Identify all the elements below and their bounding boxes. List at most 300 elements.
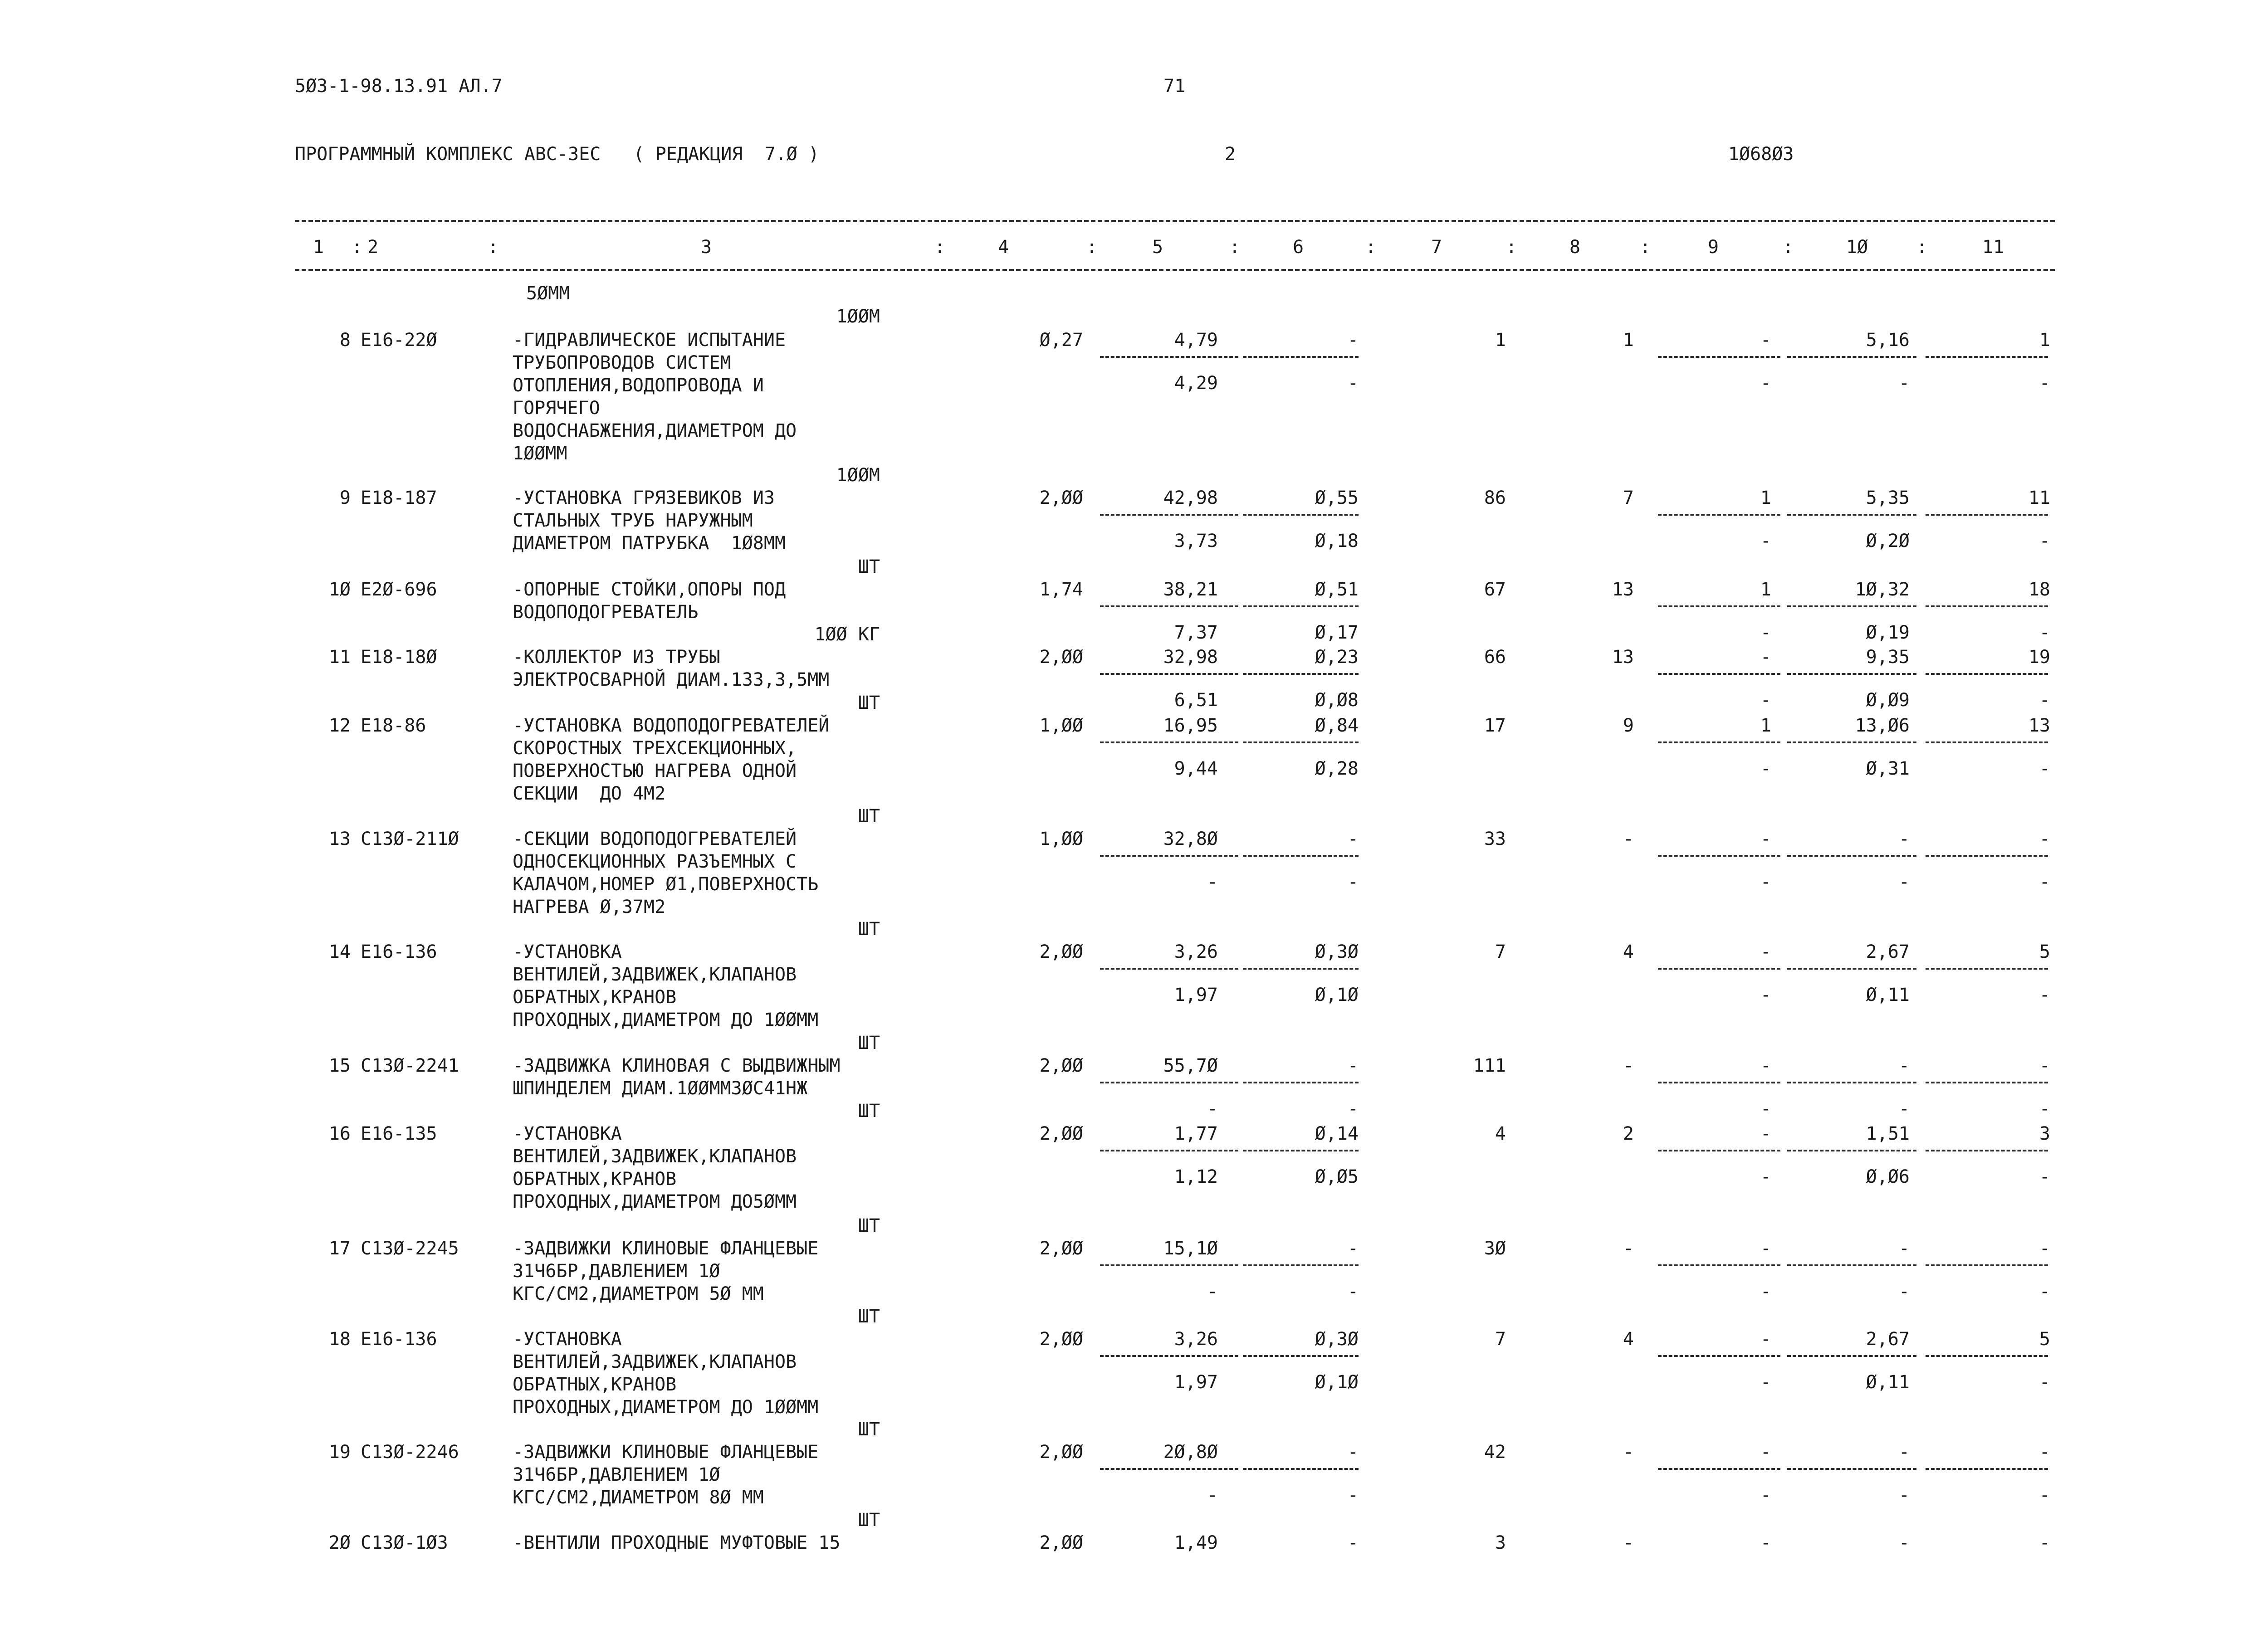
cell-c9: - (1760, 1055, 1771, 1076)
cell-c11-lower: - (2039, 758, 2050, 779)
cell-divider (1100, 1264, 1238, 1266)
cell-c11-lower: - (2039, 622, 2050, 643)
row-description: -УСТАНОВКА ВОДОПОДОГРЕВАТЕЛЕЙ (513, 715, 830, 736)
row-description: -ЗАДВИЖКИ КЛИНОВЫЕ ФЛАНЦЕВЫЕ (513, 1238, 819, 1259)
column-header: 8 (1569, 237, 1581, 258)
cell-divider (1787, 1468, 1916, 1470)
cell-divider (1100, 741, 1238, 743)
column-separator: : (1506, 237, 1517, 258)
cell-c10-lower: - (1898, 872, 1910, 893)
row-description: -ОПОРНЫЕ СТОЙКИ,ОПОРЫ ПОД (513, 579, 786, 600)
header-rule-top (295, 220, 2055, 222)
cell-c11: 18 (2028, 579, 2050, 600)
cell-c9: - (1760, 941, 1771, 962)
cell-c4: 2,ØØ (1039, 1442, 1083, 1463)
column-header: 3 (701, 237, 712, 258)
cell-c5: 15,1Ø (1163, 1238, 1218, 1259)
cell-c5: 1,77 (1174, 1123, 1218, 1144)
cell-c7: 3 (1495, 1532, 1506, 1553)
row-unit: ШТ (858, 1215, 880, 1236)
cell-c8: - (1623, 829, 1634, 849)
cell-c5-lower: - (1207, 1485, 1218, 1506)
row-number: 15 (328, 1055, 351, 1076)
cell-c5: 3,26 (1174, 1329, 1218, 1350)
cell-divider (1243, 1082, 1359, 1083)
cell-divider (1787, 1264, 1916, 1266)
cell-c9-lower: - (1760, 1485, 1771, 1506)
row-description: -ЗАДВИЖКА КЛИНОВАЯ С ВЫДВИЖНЫМ (513, 1055, 841, 1076)
cell-c6: - (1347, 829, 1359, 849)
row-description: -ГИДРАВЛИЧЕСКОЕ ИСПЫТАНИЕ (513, 330, 786, 351)
cell-c8: 13 (1612, 647, 1634, 668)
cell-divider (1926, 1355, 2048, 1357)
cell-divider (1787, 673, 1916, 675)
row-number: 18 (328, 1329, 351, 1350)
cell-c6-lower: Ø,28 (1315, 758, 1359, 779)
row-description: ДИАМЕТРОМ ПАТРУБКА 1Ø8ММ (513, 533, 786, 554)
cell-divider (1100, 1468, 1238, 1470)
cell-c5-lower: - (1207, 1281, 1218, 1302)
cell-divider (1658, 1264, 1780, 1266)
cell-divider (1658, 356, 1780, 358)
cell-c10-lower: Ø,19 (1866, 622, 1910, 643)
sheet-number: 2 (1225, 144, 1236, 165)
cell-divider (1243, 1264, 1359, 1266)
cell-divider (1658, 1150, 1780, 1151)
column-separator: : (1229, 237, 1241, 258)
column-header: 5 (1152, 237, 1163, 258)
cell-c9-lower: - (1760, 985, 1771, 1005)
cell-divider (1243, 1355, 1359, 1357)
cell-c9: - (1760, 829, 1771, 849)
cell-c6: Ø,55 (1315, 488, 1359, 508)
cell-c7: 66 (1484, 647, 1506, 668)
cell-divider (1926, 514, 2048, 516)
cell-c4: Ø,27 (1039, 330, 1083, 351)
cell-divider (1243, 855, 1359, 857)
cell-c10-lower: Ø,11 (1866, 1372, 1910, 1393)
cell-c6: Ø,84 (1315, 715, 1359, 736)
cell-c10: - (1898, 1442, 1910, 1463)
cell-c6-lower: Ø,1Ø (1315, 985, 1359, 1005)
cell-c4: 2,ØØ (1039, 488, 1083, 508)
cell-c4: 2,ØØ (1039, 1329, 1083, 1350)
cell-divider (1787, 514, 1916, 516)
cell-divider (1100, 1150, 1238, 1151)
row-code: С13Ø-211Ø (361, 829, 459, 849)
row-unit: ШТ (858, 693, 880, 713)
cell-c9: - (1760, 1238, 1771, 1259)
cell-c7: 67 (1484, 579, 1506, 600)
row-description: ВОДОПОДОГРЕВАТЕЛЬ (513, 602, 699, 623)
cell-c10: 5,16 (1866, 330, 1910, 351)
cell-divider (1787, 968, 1916, 970)
cell-c9: - (1760, 1123, 1771, 1144)
cell-c11-lower: - (2039, 1166, 2050, 1187)
cell-divider (1658, 1082, 1780, 1083)
cell-c5-lower: 9,44 (1174, 758, 1218, 779)
row-description: -УСТАНОВКА (513, 1329, 622, 1350)
cell-c9: - (1760, 330, 1771, 351)
cell-c9-lower: - (1760, 1166, 1771, 1187)
cell-divider (1100, 1082, 1238, 1083)
cell-c11-lower: - (2039, 531, 2050, 551)
row-description: НАГРЕВА Ø,37М2 (513, 897, 666, 917)
row-number: 16 (328, 1123, 351, 1144)
cell-divider (1243, 356, 1359, 358)
column-header: 6 (1293, 237, 1304, 258)
row-code: С13Ø-1Ø3 (361, 1532, 448, 1553)
cell-c4: 2,ØØ (1039, 941, 1083, 962)
cell-c5-lower: 1,97 (1174, 985, 1218, 1005)
cell-c5: 1,49 (1174, 1532, 1218, 1553)
cell-c6-lower: Ø,1Ø (1315, 1372, 1359, 1393)
cell-c5-lower: 6,51 (1174, 690, 1218, 711)
cell-c4: 2,ØØ (1039, 1055, 1083, 1076)
cell-divider (1658, 1468, 1780, 1470)
cell-c10: 2,67 (1866, 941, 1910, 962)
cell-divider (1926, 1082, 2048, 1083)
cell-c11-lower: - (2039, 373, 2050, 394)
cell-c6-lower: Ø,Ø5 (1315, 1166, 1359, 1187)
cell-c4: 2,ØØ (1039, 1123, 1083, 1144)
cell-c8: - (1623, 1532, 1634, 1553)
row-description: ПРОХОДНЫХ,ДИАМЕТРОМ ДО 1ØØММ (513, 1010, 819, 1030)
cell-c5: 4,79 (1174, 330, 1218, 351)
cell-c9-lower: - (1760, 758, 1771, 779)
cell-c10-lower: - (1898, 1098, 1910, 1119)
cell-c5: 55,7Ø (1163, 1055, 1218, 1076)
cell-divider (1243, 673, 1359, 675)
row-code: Е16-135 (361, 1123, 437, 1144)
column-separator: : (1086, 237, 1098, 258)
cell-c10: - (1898, 1055, 1910, 1076)
row-description: 31Ч6БР,ДАВЛЕНИЕМ 1Ø (513, 1261, 720, 1282)
page-number: 71 (1163, 76, 1186, 97)
cell-c10-lower: - (1898, 373, 1910, 394)
cell-c8: 9 (1623, 715, 1634, 736)
cell-c4: 1,ØØ (1039, 715, 1083, 736)
cell-c10: 5,35 (1866, 488, 1910, 508)
cell-divider (1658, 968, 1780, 970)
cell-c11: 1 (2039, 330, 2050, 351)
cell-c10: - (1898, 1532, 1910, 1553)
row-number: 19 (328, 1442, 351, 1463)
row-number: 11 (328, 647, 351, 668)
cell-c9-lower: - (1760, 1372, 1771, 1393)
row-unit: 1ØØ КГ (814, 624, 880, 645)
row-unit: ШТ (858, 806, 880, 827)
cell-c6: Ø,51 (1315, 579, 1359, 600)
row-description: КГС/СМ2,ДИАМЕТРОМ 5Ø ММ (513, 1283, 764, 1304)
cell-divider (1787, 855, 1916, 857)
cell-c4: 2,ØØ (1039, 1532, 1083, 1553)
header-rule-bottom (295, 269, 2055, 271)
cell-divider (1243, 1150, 1359, 1151)
row-description: ОТОПЛЕНИЯ,ВОДОПРОВОДА И (513, 375, 764, 396)
cell-c7: 1 (1495, 330, 1506, 351)
row-number: 1Ø (328, 579, 351, 600)
cell-c5: 16,95 (1163, 715, 1218, 736)
cell-c10-lower: Ø,2Ø (1866, 531, 1910, 551)
cell-divider (1787, 741, 1916, 743)
cell-c6: - (1347, 1238, 1359, 1259)
column-separator: : (1916, 237, 1928, 258)
cell-c9: - (1760, 1329, 1771, 1350)
cell-c6-lower: - (1347, 1281, 1359, 1302)
cell-c11-lower: - (2039, 1281, 2050, 1302)
cell-divider (1100, 855, 1238, 857)
cell-c5: 32,8Ø (1163, 829, 1218, 849)
cell-c9-lower: - (1760, 1281, 1771, 1302)
cell-c7: 17 (1484, 715, 1506, 736)
row-code: Е18-86 (361, 715, 426, 736)
row-code: С13Ø-2241 (361, 1055, 459, 1076)
cell-c10-lower: Ø,31 (1866, 758, 1910, 779)
cell-c4: 2,ØØ (1039, 647, 1083, 668)
cell-c11: - (2039, 1238, 2050, 1259)
cell-divider (1787, 356, 1916, 358)
row-description: ПРОХОДНЫХ,ДИАМЕТРОМ ДО 1ØØММ (513, 1397, 819, 1418)
row-description: -УСТАНОВКА (513, 1123, 622, 1144)
column-header: 1Ø (1846, 237, 1868, 258)
cell-c8: 4 (1623, 941, 1634, 962)
cell-c7: 7 (1495, 941, 1506, 962)
cell-c9: 1 (1760, 488, 1771, 508)
cell-c5: 3,26 (1174, 941, 1218, 962)
cell-c8: 13 (1612, 579, 1634, 600)
row-code: Е16-136 (361, 1329, 437, 1350)
cell-c6-lower: - (1347, 1098, 1359, 1119)
row-code: Е18-18Ø (361, 647, 437, 668)
cell-divider (1100, 356, 1238, 358)
row-description: СЕКЦИИ ДО 4М2 (513, 783, 666, 804)
cell-c11: - (2039, 829, 2050, 849)
cell-c9-lower: - (1760, 872, 1771, 893)
cell-c7: 4 (1495, 1123, 1506, 1144)
row-description: ОБРАТНЫХ,КРАНОВ (513, 1374, 677, 1395)
cell-divider (1787, 1082, 1916, 1083)
column-header: 9 (1708, 237, 1719, 258)
cell-c11: 3 (2039, 1123, 2050, 1144)
document-number: 1Ø68Ø3 (1728, 144, 1794, 165)
cell-c8: - (1623, 1442, 1634, 1463)
cell-divider (1926, 1264, 2048, 1266)
row-description: -ВЕНТИЛИ ПРОХОДНЫЕ МУФТОВЫЕ 15 (513, 1532, 841, 1553)
cell-c8: 7 (1623, 488, 1634, 508)
cell-c11: - (2039, 1442, 2050, 1463)
cell-c5-lower: 4,29 (1174, 373, 1218, 394)
column-separator: : (1640, 237, 1651, 258)
cell-c10: - (1898, 829, 1910, 849)
row-description: ПРОХОДНЫХ,ДИАМЕТРОМ ДО5ØММ (513, 1191, 797, 1212)
cell-c9-lower: - (1760, 622, 1771, 643)
row-description: -КОЛЛЕКТОР ИЗ ТРУБЫ (513, 647, 720, 668)
cell-c6: Ø,3Ø (1315, 941, 1359, 962)
row-unit: ШТ (858, 1306, 880, 1327)
cell-c6-lower: Ø,Ø8 (1315, 690, 1359, 711)
row-code: Е16-22Ø (361, 330, 437, 351)
row-description: -ЗАДВИЖКИ КЛИНОВЫЕ ФЛАНЦЕВЫЕ (513, 1442, 819, 1463)
cell-c11: 11 (2028, 488, 2050, 508)
cell-c11-lower: - (2039, 872, 2050, 893)
cell-c9: - (1760, 1532, 1771, 1553)
row-number: 17 (328, 1238, 351, 1259)
row-description: 31Ч6БР,ДАВЛЕНИЕМ 1Ø (513, 1464, 720, 1485)
cell-c10: 1Ø,32 (1855, 579, 1910, 600)
row-unit: ШТ (858, 1101, 880, 1122)
row-unit: 1ØØМ (836, 465, 880, 486)
cell-c10-lower: - (1898, 1281, 1910, 1302)
cell-c4: 2,ØØ (1039, 1238, 1083, 1259)
cell-divider (1658, 855, 1780, 857)
row-description: ОДНОСЕКЦИОННЫХ РАЗЪЕМНЫХ С (513, 851, 797, 872)
cell-divider (1100, 514, 1238, 516)
row-unit: ШТ (858, 1510, 880, 1531)
cell-c8: 2 (1623, 1123, 1634, 1144)
cell-divider (1658, 741, 1780, 743)
cell-c7: 42 (1484, 1442, 1506, 1463)
cell-divider (1243, 741, 1359, 743)
cell-c11-lower: - (2039, 690, 2050, 711)
cell-divider (1100, 605, 1238, 607)
cell-c4: 1,ØØ (1039, 829, 1083, 849)
row-number: 12 (328, 715, 351, 736)
cell-divider (1100, 673, 1238, 675)
cell-c6: Ø,14 (1315, 1123, 1359, 1144)
column-header: 7 (1431, 237, 1442, 258)
cell-divider (1658, 673, 1780, 675)
cell-divider (1787, 1150, 1916, 1151)
cell-c7: 86 (1484, 488, 1506, 508)
row-description: ОБРАТНЫХ,КРАНОВ (513, 987, 677, 1008)
cell-c8: - (1623, 1238, 1634, 1259)
cell-c9: - (1760, 1442, 1771, 1463)
continuation-text: 5ØММ (526, 283, 570, 304)
cell-c9-lower: - (1760, 690, 1771, 711)
cell-c6-lower: Ø,17 (1315, 622, 1359, 643)
cell-c10: 2,67 (1866, 1329, 1910, 1350)
cell-divider (1787, 605, 1916, 607)
cell-c6: - (1347, 1442, 1359, 1463)
cell-divider (1926, 741, 2048, 743)
row-description: КАЛАЧОМ,НОМЕР Ø1,ПОВЕРХНОСТЬ (513, 874, 819, 895)
cell-c6: Ø,23 (1315, 647, 1359, 668)
row-description: СТАЛЬНЫХ ТРУБ НАРУЖНЫМ (513, 510, 753, 531)
cell-c9: 1 (1760, 715, 1771, 736)
cell-c5-lower: - (1207, 1098, 1218, 1119)
program-title: ПРОГРАММНЫЙ КОМПЛЕКС АВС-3ЕС ( РЕДАКЦИЯ 7.Ø ) (295, 144, 819, 165)
row-number: 2Ø (328, 1532, 351, 1553)
row-description: ОБРАТНЫХ,КРАНОВ (513, 1169, 677, 1190)
continuation-unit: 1ØØМ (836, 306, 880, 327)
cell-c10-lower: Ø,Ø9 (1866, 690, 1910, 711)
cell-divider (1243, 514, 1359, 516)
cell-c11: 13 (2028, 715, 2050, 736)
row-number: 14 (328, 941, 351, 962)
cell-c5: 42,98 (1163, 488, 1218, 508)
cell-divider (1926, 356, 2048, 358)
row-code: Е2Ø-696 (361, 579, 437, 600)
cell-divider (1100, 1355, 1238, 1357)
cell-c6: - (1347, 330, 1359, 351)
cell-c9: - (1760, 647, 1771, 668)
row-description: -УСТАНОВКА ГРЯЗЕВИКОВ ИЗ (513, 488, 775, 508)
cell-c11: 5 (2039, 941, 2050, 962)
cell-c8: - (1623, 1055, 1634, 1076)
cell-divider (1658, 514, 1780, 516)
cell-c10: 9,35 (1866, 647, 1910, 668)
row-description: -СЕКЦИИ ВОДОПОДОГРЕВАТЕЛЕЙ (513, 829, 797, 849)
row-unit: ШТ (858, 919, 880, 940)
row-code: Е18-187 (361, 488, 437, 508)
column-header: 2 (367, 237, 379, 258)
cell-c7: 3Ø (1484, 1238, 1506, 1259)
cell-c11-lower: - (2039, 1098, 2050, 1119)
doc-code: 5Ø3-1-98.13.91 АЛ.7 (295, 76, 503, 97)
column-header: 4 (998, 237, 1009, 258)
row-code: С13Ø-2245 (361, 1238, 459, 1259)
cell-c7: 33 (1484, 829, 1506, 849)
row-description: ВЕНТИЛЕЙ,ЗАДВИЖЕК,КЛАПАНОВ (513, 1351, 797, 1372)
cell-c11: - (2039, 1532, 2050, 1553)
cell-c10-lower: - (1898, 1485, 1910, 1506)
row-description: ТРУБОПРОВОДОВ СИСТЕМ (513, 352, 731, 373)
cell-c6: Ø,3Ø (1315, 1329, 1359, 1350)
cell-c10: 1,51 (1866, 1123, 1910, 1144)
column-separator: : (1365, 237, 1377, 258)
cell-c8: 1 (1623, 330, 1634, 351)
row-description: ЭЛЕКТРОСВАРНОЙ ДИАМ.133,3,5ММ (513, 669, 830, 690)
cell-c6-lower: Ø,18 (1315, 531, 1359, 551)
row-description: 1ØØММ (513, 443, 567, 464)
cell-divider (1926, 673, 2048, 675)
row-description: ВЕНТИЛЕЙ,ЗАДВИЖЕК,КЛАПАНОВ (513, 1146, 797, 1167)
cell-c5-lower: 1,12 (1174, 1166, 1218, 1187)
row-unit: ШТ (858, 1033, 880, 1054)
row-number: 13 (328, 829, 351, 849)
cell-c7: 7 (1495, 1329, 1506, 1350)
cell-divider (1243, 1468, 1359, 1470)
cell-divider (1926, 1150, 2048, 1151)
cell-c11-lower: - (2039, 1372, 2050, 1393)
cell-c11-lower: - (2039, 985, 2050, 1005)
cell-c6: - (1347, 1055, 1359, 1076)
row-description: ВЕНТИЛЕЙ,ЗАДВИЖЕК,КЛАПАНОВ (513, 964, 797, 985)
cell-c11-lower: - (2039, 1485, 2050, 1506)
cell-divider (1926, 1468, 2048, 1470)
cell-c9-lower: - (1760, 1098, 1771, 1119)
row-description: КГС/СМ2,ДИАМЕТРОМ 8Ø ММ (513, 1487, 764, 1508)
cell-divider (1787, 1355, 1916, 1357)
column-header: 1 (313, 237, 324, 258)
cell-c5-lower: 3,73 (1174, 531, 1218, 551)
cell-c9-lower: - (1760, 373, 1771, 394)
cell-c6: - (1347, 1532, 1359, 1553)
cell-c10-lower: Ø,Ø6 (1866, 1166, 1910, 1187)
cell-c5-lower: 7,37 (1174, 622, 1218, 643)
cell-c5-lower: - (1207, 872, 1218, 893)
column-separator: : (488, 237, 499, 258)
cell-c5: 38,21 (1163, 579, 1218, 600)
row-description: ГОРЯЧЕГО (513, 398, 600, 419)
row-unit: ШТ (858, 556, 880, 577)
cell-c4: 1,74 (1039, 579, 1083, 600)
cell-divider (1926, 968, 2048, 970)
cell-divider (1658, 605, 1780, 607)
cell-divider (1100, 968, 1238, 970)
cell-divider (1243, 968, 1359, 970)
